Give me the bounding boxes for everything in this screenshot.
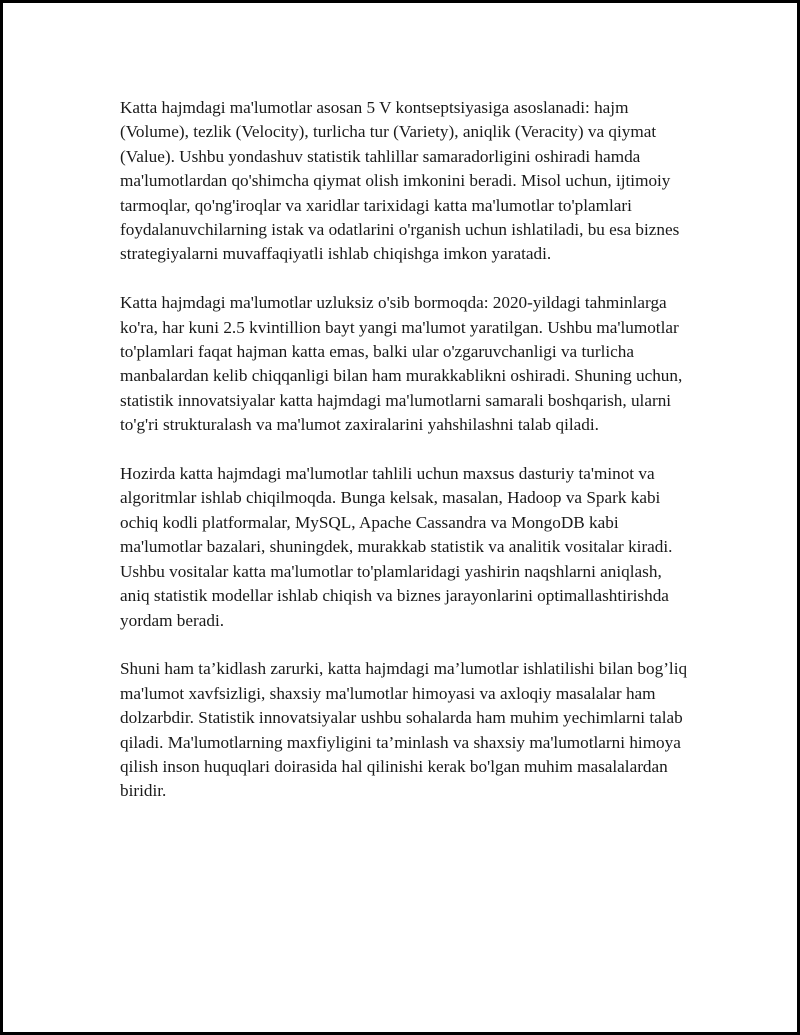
paragraph-4: Shuni ham ta’kidlash zarurki, katta hajmdagi ma’lumotlar ishlatilishi bilan bog’liq ma'lumot xavfsizligi, shaxsiy ma'lumotlar himoyasi va axloqiy masalalar ham dolzarbdir. Statistik innovatsiyalar ushbu sohalarda ham muhim yechimlarni talab qiladi. Ma'lumotlarning maxfiyligini ta’minlash va shaxsiy ma'lumotlarni himoya qilish inson huquqlari doirasida hal qilinishi kerak bo'lgan muhim masalalardan biridir. — [120, 659, 688, 801]
paragraph-1: Katta hajmdagi ma'lumotlar asosan 5 V kontseptsiyasiga asoslanadi: hajm (Volume), tezlik (Velocity), turlicha tur (Variety), aniqlik (Veracity) va qiymat (Value). Ushbu yondashuv statistik tahlillar samaradorligini oshiradi hamda ma'lumotlardan qo'shimcha qiymat olish imkonini beradi. Misol uchun, ijtimoiy tarmoqlar, qo'ng'iroqlar va xaridlar tarixidagi katta ma'lumotlar to'plamlari foydalanuvchilarning istak va odatlarini o'rganish uchun ishlatiladi, bu esa biznes strategiyalarni muvaffaqiyatli ishlab chiqishga imkon yaratadi. — [120, 98, 680, 264]
paragraph-3: Hozirda katta hajmdagi ma'lumotlar tahlili uchun maxsus dasturiy ta'minot va algoritmlar ishlab chiqilmoqda. Bunga kelsak, masalan, Hadoop va Spark kabi ochiq kodli platformalar, MySQL, Apache Cassandra va MongoDB kabi ma'lumotlar bazalari, shuningdek, murakkab statistik va analitik vositalar kiradi. Ushbu vositalar katta ma'lumotlar to'plamlaridagi yashirin naqshlarni aniqlash, aniq statistik modellar ishlab chiqish va biznes jarayonlarini optimallashtirishda yordam beradi. — [120, 464, 673, 630]
paragraph-2: Katta hajmdagi ma'lumotlar uzluksiz o'sib bormoqda: 2020-yildagi tahminlarga ko'ra, har kuni 2.5 kvintillion bayt yangi ma'lumot yaratilgan. Ushbu ma'lumotlar to'plamlari faqat hajman katta emas, balki ular o'zgaruvchanligi va turlicha manbalardan kelib chiqqanligi bilan ham murakkablikni oshiradi. Shuning uchun, statistik innovatsiyalar katta hajmdagi ma'lumotlarni samarali boshqarish, ularni to'g'ri strukturalash va ma'lumot zaxiralarini yahshilashni talab qiladi. — [120, 293, 683, 435]
document-body — [120, 96, 692, 828]
